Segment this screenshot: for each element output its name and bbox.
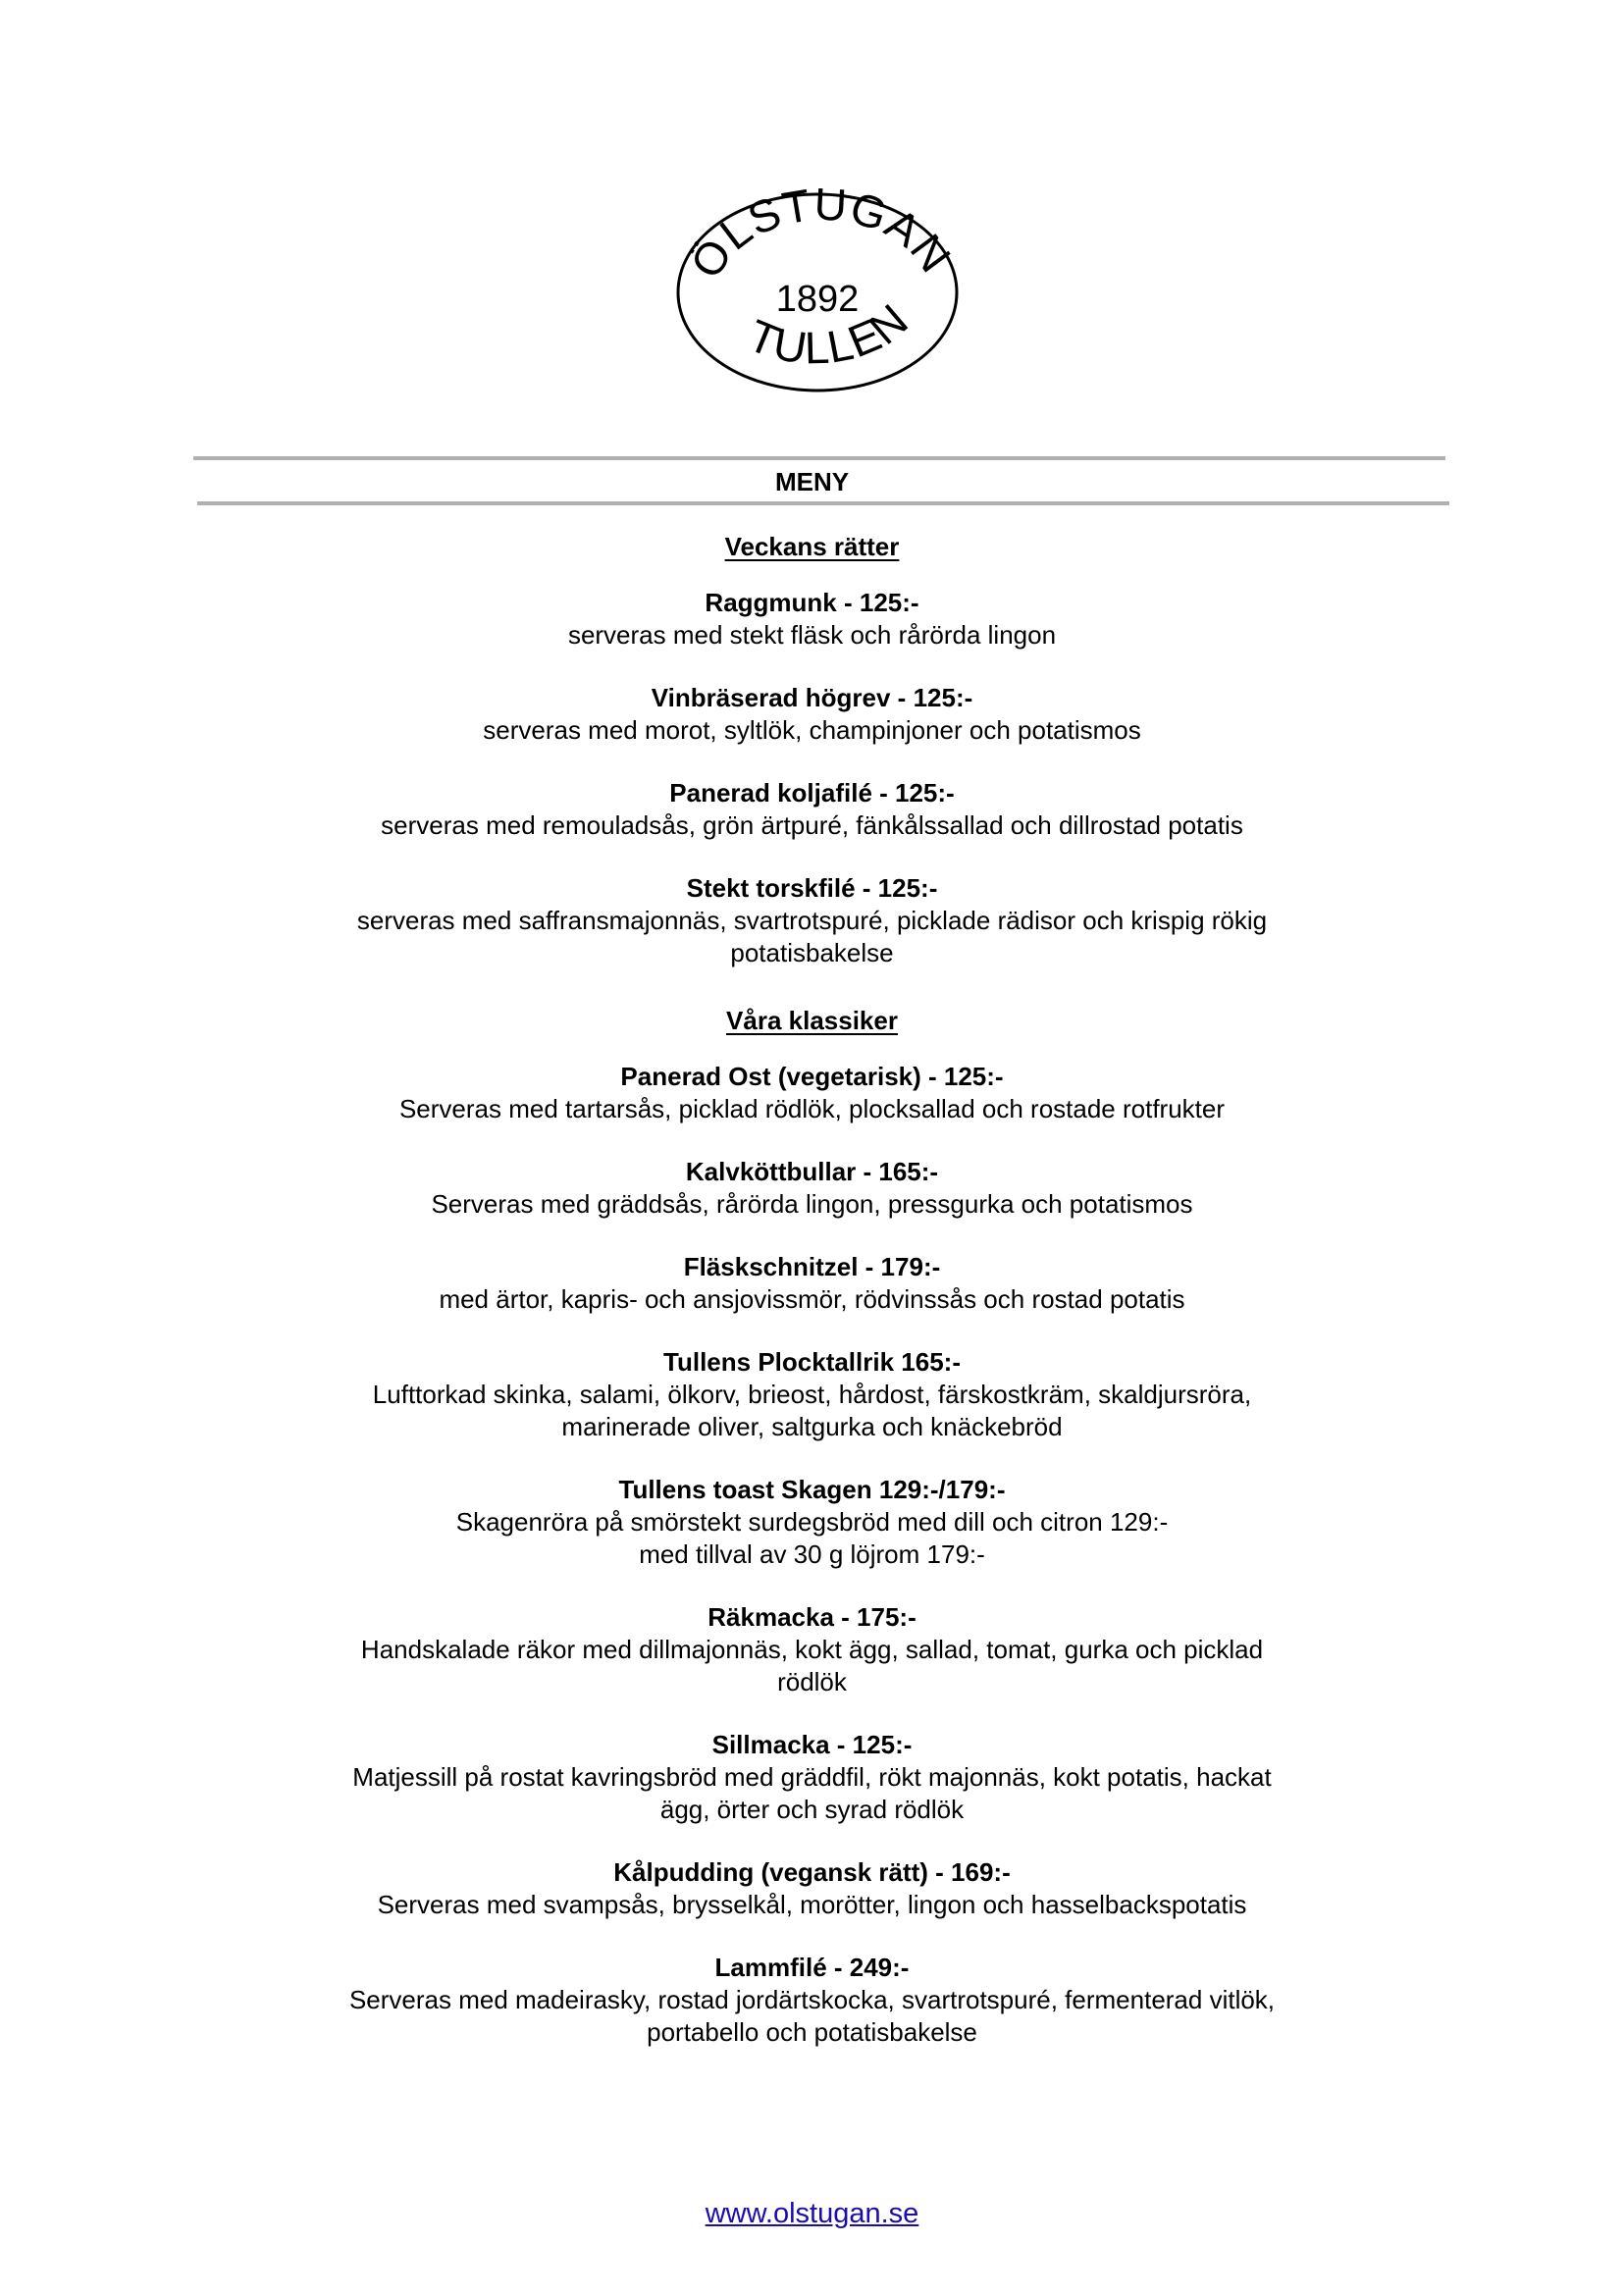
menu-item — [245, 776, 1379, 842]
menu-item-title: Räkmacka - 175:- — [707, 1602, 917, 1632]
menu-item — [245, 1473, 1379, 1571]
section-heading-veckans-ratter: Veckans rätter — [724, 532, 900, 561]
logo-year: 1892 — [775, 279, 860, 320]
menu-item-description: Handskalade räkor med dillmajonnäs, kokt ägg, sallad, tomat, gurka och picklad rödlök — [360, 1635, 1264, 1696]
website-link[interactable]: www.olstugan.se — [705, 2198, 919, 2229]
menu-item — [245, 1155, 1379, 1221]
menu-item — [245, 1728, 1379, 1826]
menu-item-description: serveras med saffransmajonnäs, svartrotspuré, picklade rädisor och krispig rökig potatisbakelse — [356, 906, 1268, 967]
menu-item-title: Fläskschnitzel - 179:- — [683, 1252, 941, 1281]
menu-item-title: Tullens toast Skagen 129:-/179:- — [618, 1475, 1006, 1504]
menu-item — [245, 1250, 1379, 1316]
menu-item-title: Kålpudding (vegansk rätt) - 169:- — [613, 1857, 1011, 1887]
olstugan-tullen-logo — [674, 188, 961, 396]
menu-item-title: Raggmunk - 125:- — [705, 588, 919, 617]
section-heading-vara-klassiker: Våra klassiker — [726, 1006, 898, 1035]
menu-item — [245, 871, 1379, 969]
menu-item — [245, 1600, 1379, 1698]
menu-item-title: Panerad koljafilé - 125:- — [669, 778, 955, 808]
header-rule-top — [193, 456, 1445, 460]
menu-item-title: Vinbräserad högrev - 125:- — [651, 683, 973, 712]
menu-item-title: Stekt torskfilé - 125:- — [686, 873, 938, 903]
menu-item — [245, 681, 1379, 747]
menu-item-description-line: Skagenröra på smörstekt surdegsbröd med dill och citron 129:- — [455, 1507, 1169, 1537]
menu-item-description: serveras med morot, syltlök, champinjoner och potatismos — [483, 715, 1141, 745]
header-rule-bottom — [197, 501, 1449, 505]
menu-item-description: Serveras med tartarsås, picklad rödlök, plocksallad och rostade rotfrukter — [398, 1094, 1226, 1123]
menu-item-description: serveras med remouladsås, grön ärtpuré, fänkålssallad och dillrostad potatis — [381, 810, 1243, 840]
menu-item-title: Tullens Plocktallrik 165:- — [663, 1347, 961, 1377]
logo-bottom-text: TULLEN — [741, 293, 918, 374]
menu-item — [245, 1855, 1379, 1921]
menu-item — [245, 586, 1379, 652]
menu-item — [245, 1951, 1379, 2049]
menu-item-description: Lufttorkad skinka, salami, ölkorv, brieost, hårdost, färskostkräm, skaldjursröra, marinerade oliver, saltgurka och knäckebröd — [372, 1380, 1252, 1441]
menu-item — [245, 1060, 1379, 1125]
menu-item-title: Panerad Ost (vegetarisk) - 125:- — [620, 1062, 1004, 1091]
menu-item-title: Sillmacka - 125:- — [711, 1730, 913, 1759]
footer — [0, 2196, 1624, 2231]
menu-item-description-line: med tillval av 30 g löjrom 179:- — [639, 1539, 985, 1569]
page-title: MENY — [774, 467, 850, 496]
menu-item-description: serveras med stekt fläsk och rårörda lingon — [567, 620, 1057, 650]
menu-content — [245, 525, 1379, 2078]
menu-item-description: Matjessill på rostat kavringsbröd med gräddfil, rökt majonnäs, kokt potatis, hackat ägg, örter och syrad rödlök — [352, 1762, 1272, 1824]
menu-item — [245, 1345, 1379, 1443]
menu-item-title: Lammfilé - 249:- — [714, 1953, 910, 1982]
logo-top-text: ÖLSTUGAN — [680, 188, 961, 287]
menu-item-description: med ärtor, kapris- och ansjovissmör, rödvinssås och rostad potatis — [439, 1284, 1185, 1314]
menu-item-description: Serveras med madeirasky, rostad jordärtskocka, svartrotspuré, fermenterad vitlök, portabello och potatisbakelse — [348, 1985, 1276, 2047]
menu-item-description: Serveras med gräddsås, rårörda lingon, pressgurka och potatismos — [431, 1189, 1193, 1219]
menu-item-title: Kalvköttbullar - 165:- — [685, 1157, 939, 1186]
menu-item-description: Serveras med svampsås, brysselkål, morötter, lingon och hasselbackspotatis — [377, 1890, 1247, 1919]
